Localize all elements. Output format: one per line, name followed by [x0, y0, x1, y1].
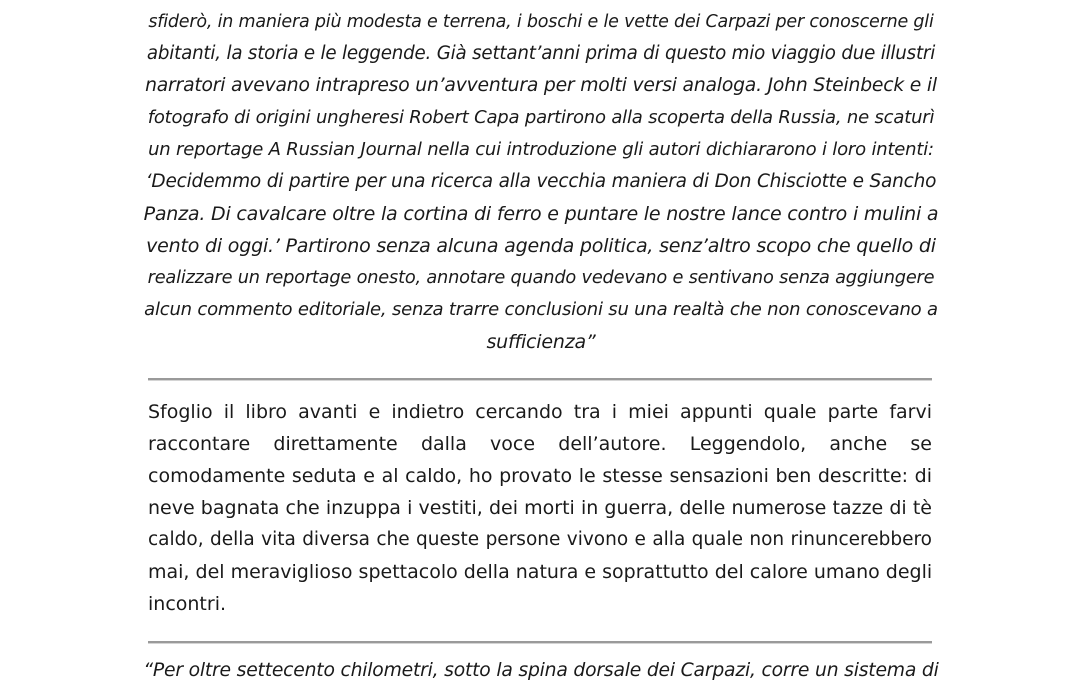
paragraph-line: mai, del meraviglioso spettacolo della natura e soprattutto del calore umano degli [148, 561, 933, 583]
section-divider [148, 378, 932, 381]
quote-line: un reportage A Russian Journal nella cui introduzione gli autori dichiararono i loro intenti: [148, 139, 934, 160]
block-quote-carpazi [143, 655, 939, 687]
paragraph-line: incontri. [148, 593, 227, 615]
paragraph-line: caldo, della vita diversa che queste persone vivono e alla quale non rinuncerebbero [148, 529, 932, 550]
quote-line: narratori avevano intrapreso un’avventura per molti versi analoga. John Steinbeck e il [145, 75, 937, 96]
paragraph-line: raccontare direttamente dalla voce dell’autore. Leggendolo, anche se [148, 433, 932, 455]
block-quote-steinbeck-capa [143, 6, 939, 358]
quote-line: “Per oltre settecento chilometri, sotto la spina dorsale dei Carpazi, corre un sistema di [143, 660, 939, 681]
quote-line: abitanti, la storia e le leggende. Già settant’anni prima di questo mio viaggio due illustri [146, 43, 936, 64]
paragraph-line: Sfoglio il libro avanti e indietro cercando tra i miei appunti quale parte farvi [148, 401, 932, 423]
section-divider [148, 641, 932, 644]
quote-line: ‘Decidemmo di partire per una ricerca alla vecchia maniera di Don Chisciotte e Sancho [145, 171, 937, 192]
quote-line: fotografo di origini ungheresi Robert Capa partirono alla scoperta della Russia, ne scaturì [147, 107, 935, 128]
quote-line: realizzare un reportage onesto, annotare quando vedevano e sentivano senza aggiungere [147, 268, 935, 288]
quote-line: alcun commento editoriale, senza trarre conclusioni su una realtà che non conoscevano a [144, 299, 938, 320]
paragraph-line: comodamente seduta e al caldo, ho provato le stesse sensazioni ben descritte: di [148, 465, 932, 487]
quote-line: vento di oggi.’ Partirono senza alcuna agenda politica, senz’altro scopo che quello di [146, 235, 936, 257]
quote-line: Panza. Di cavalcare oltre la cortina di ferro e puntare le nostre lance contro i mulini a [143, 203, 939, 225]
quote-line: sfiderò, in maniera più modesta e terrena, i boschi e le vette dei Carpazi per conoscerne gli [148, 12, 934, 32]
paragraph-line: neve bagnata che inzuppa i vestiti, dei morti in guerra, delle numerose tazze di tè [148, 497, 932, 519]
body-paragraph [148, 396, 932, 620]
quote-line: sufficienza” [486, 331, 596, 353]
